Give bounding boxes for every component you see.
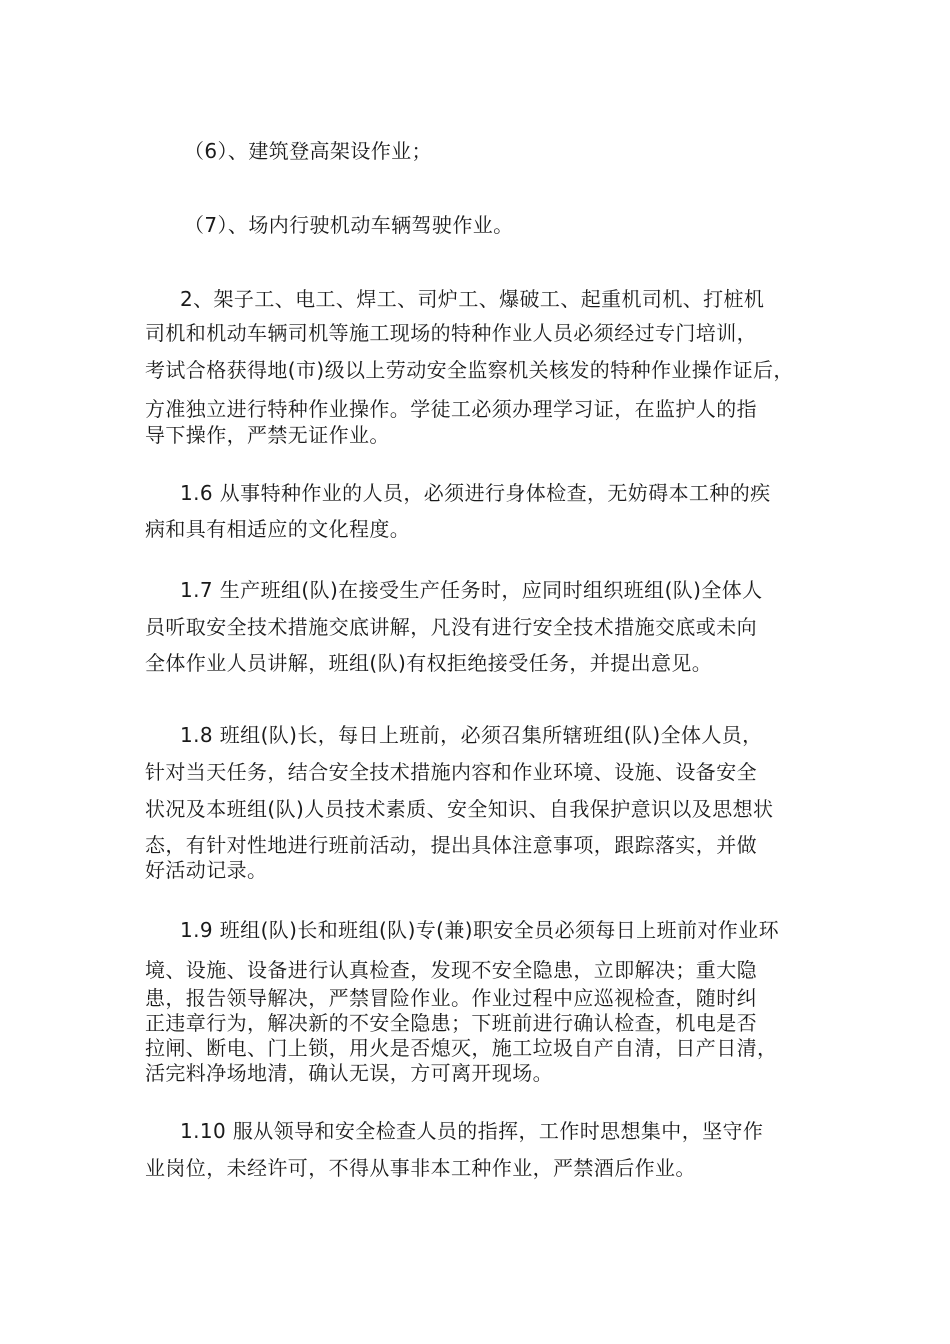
text-line: 1.10 服从领导和安全检查人员的指挥，工作时思想集中，坚守作	[180, 1119, 764, 1143]
text-line: 病和具有相适应的文化程度。	[145, 517, 411, 541]
text-line: 司机和机动车辆司机等施工现场的特种作业人员必须经过专门培训，	[145, 321, 757, 345]
text-line: 方准独立进行特种作业操作。学徒工必须办理学习证，在监护人的指	[145, 397, 757, 421]
text-line: 1.9 班组(队)长和班组(队)专(兼)职安全员必须每日上班前对作业环	[180, 918, 779, 942]
text-line: 2、架子工、电工、焊工、司炉工、爆破工、起重机司机、打桩机	[180, 287, 765, 311]
text-line: 导下操作，严禁无证作业。	[145, 423, 390, 447]
text-line: 状况及本班组(队)人员技术素质、安全知识、自我保护意识以及思想状	[145, 797, 774, 821]
text-line: 正违章行为，解决新的不安全隐患；下班前进行确认检查，机电是否	[145, 1011, 757, 1035]
list-item-6: （6）、建筑登高架设作业；	[184, 139, 432, 163]
text-line: 全体作业人员讲解，班组(队)有权拒绝接受任务，并提出意见。	[145, 651, 713, 675]
text-line: 好活动记录。	[145, 858, 268, 882]
text-line: 境、设施、设备进行认真检查，发现不安全隐患，立即解决；重大隐	[145, 958, 757, 982]
text-line: 1.8 班组(队)长，每日上班前，必须召集所辖班组(队)全体人员，	[180, 723, 763, 747]
text-line: 拉闸、断电、门上锁，用火是否熄灭，施工垃圾自产自清，日产日清，	[145, 1036, 778, 1060]
text-line: 考试合格获得地(市)级以上劳动安全监察机关核发的特种作业操作证后，	[145, 358, 794, 382]
text-line: 1.7 生产班组(队)在接受生产任务时，应同时组织班组(队)全体人	[180, 578, 763, 602]
text-line: 态，有针对性地进行班前活动，提出具体注意事项，跟踪落实，并做	[145, 833, 757, 857]
list-item-7: （7）、场内行驶机动车辆驾驶作业。	[184, 213, 514, 237]
text-line: 活完料净场地清，确认无误，方可离开现场。	[145, 1061, 553, 1085]
text-line: 患，报告领导解决，严禁冒险作业。作业过程中应巡视检查，随时纠	[145, 986, 757, 1010]
text-line: 员听取安全技术措施交底讲解，凡没有进行安全技术措施交底或未向	[145, 615, 757, 639]
text-line: 1.6 从事特种作业的人员，必须进行身体检查，无妨碍本工种的疾	[180, 481, 771, 505]
text-line: 针对当天任务，结合安全技术措施内容和作业环境、设施、设备安全	[145, 760, 757, 784]
text-line: 业岗位，未经许可，不得从事非本工种作业，严禁酒后作业。	[145, 1156, 696, 1180]
